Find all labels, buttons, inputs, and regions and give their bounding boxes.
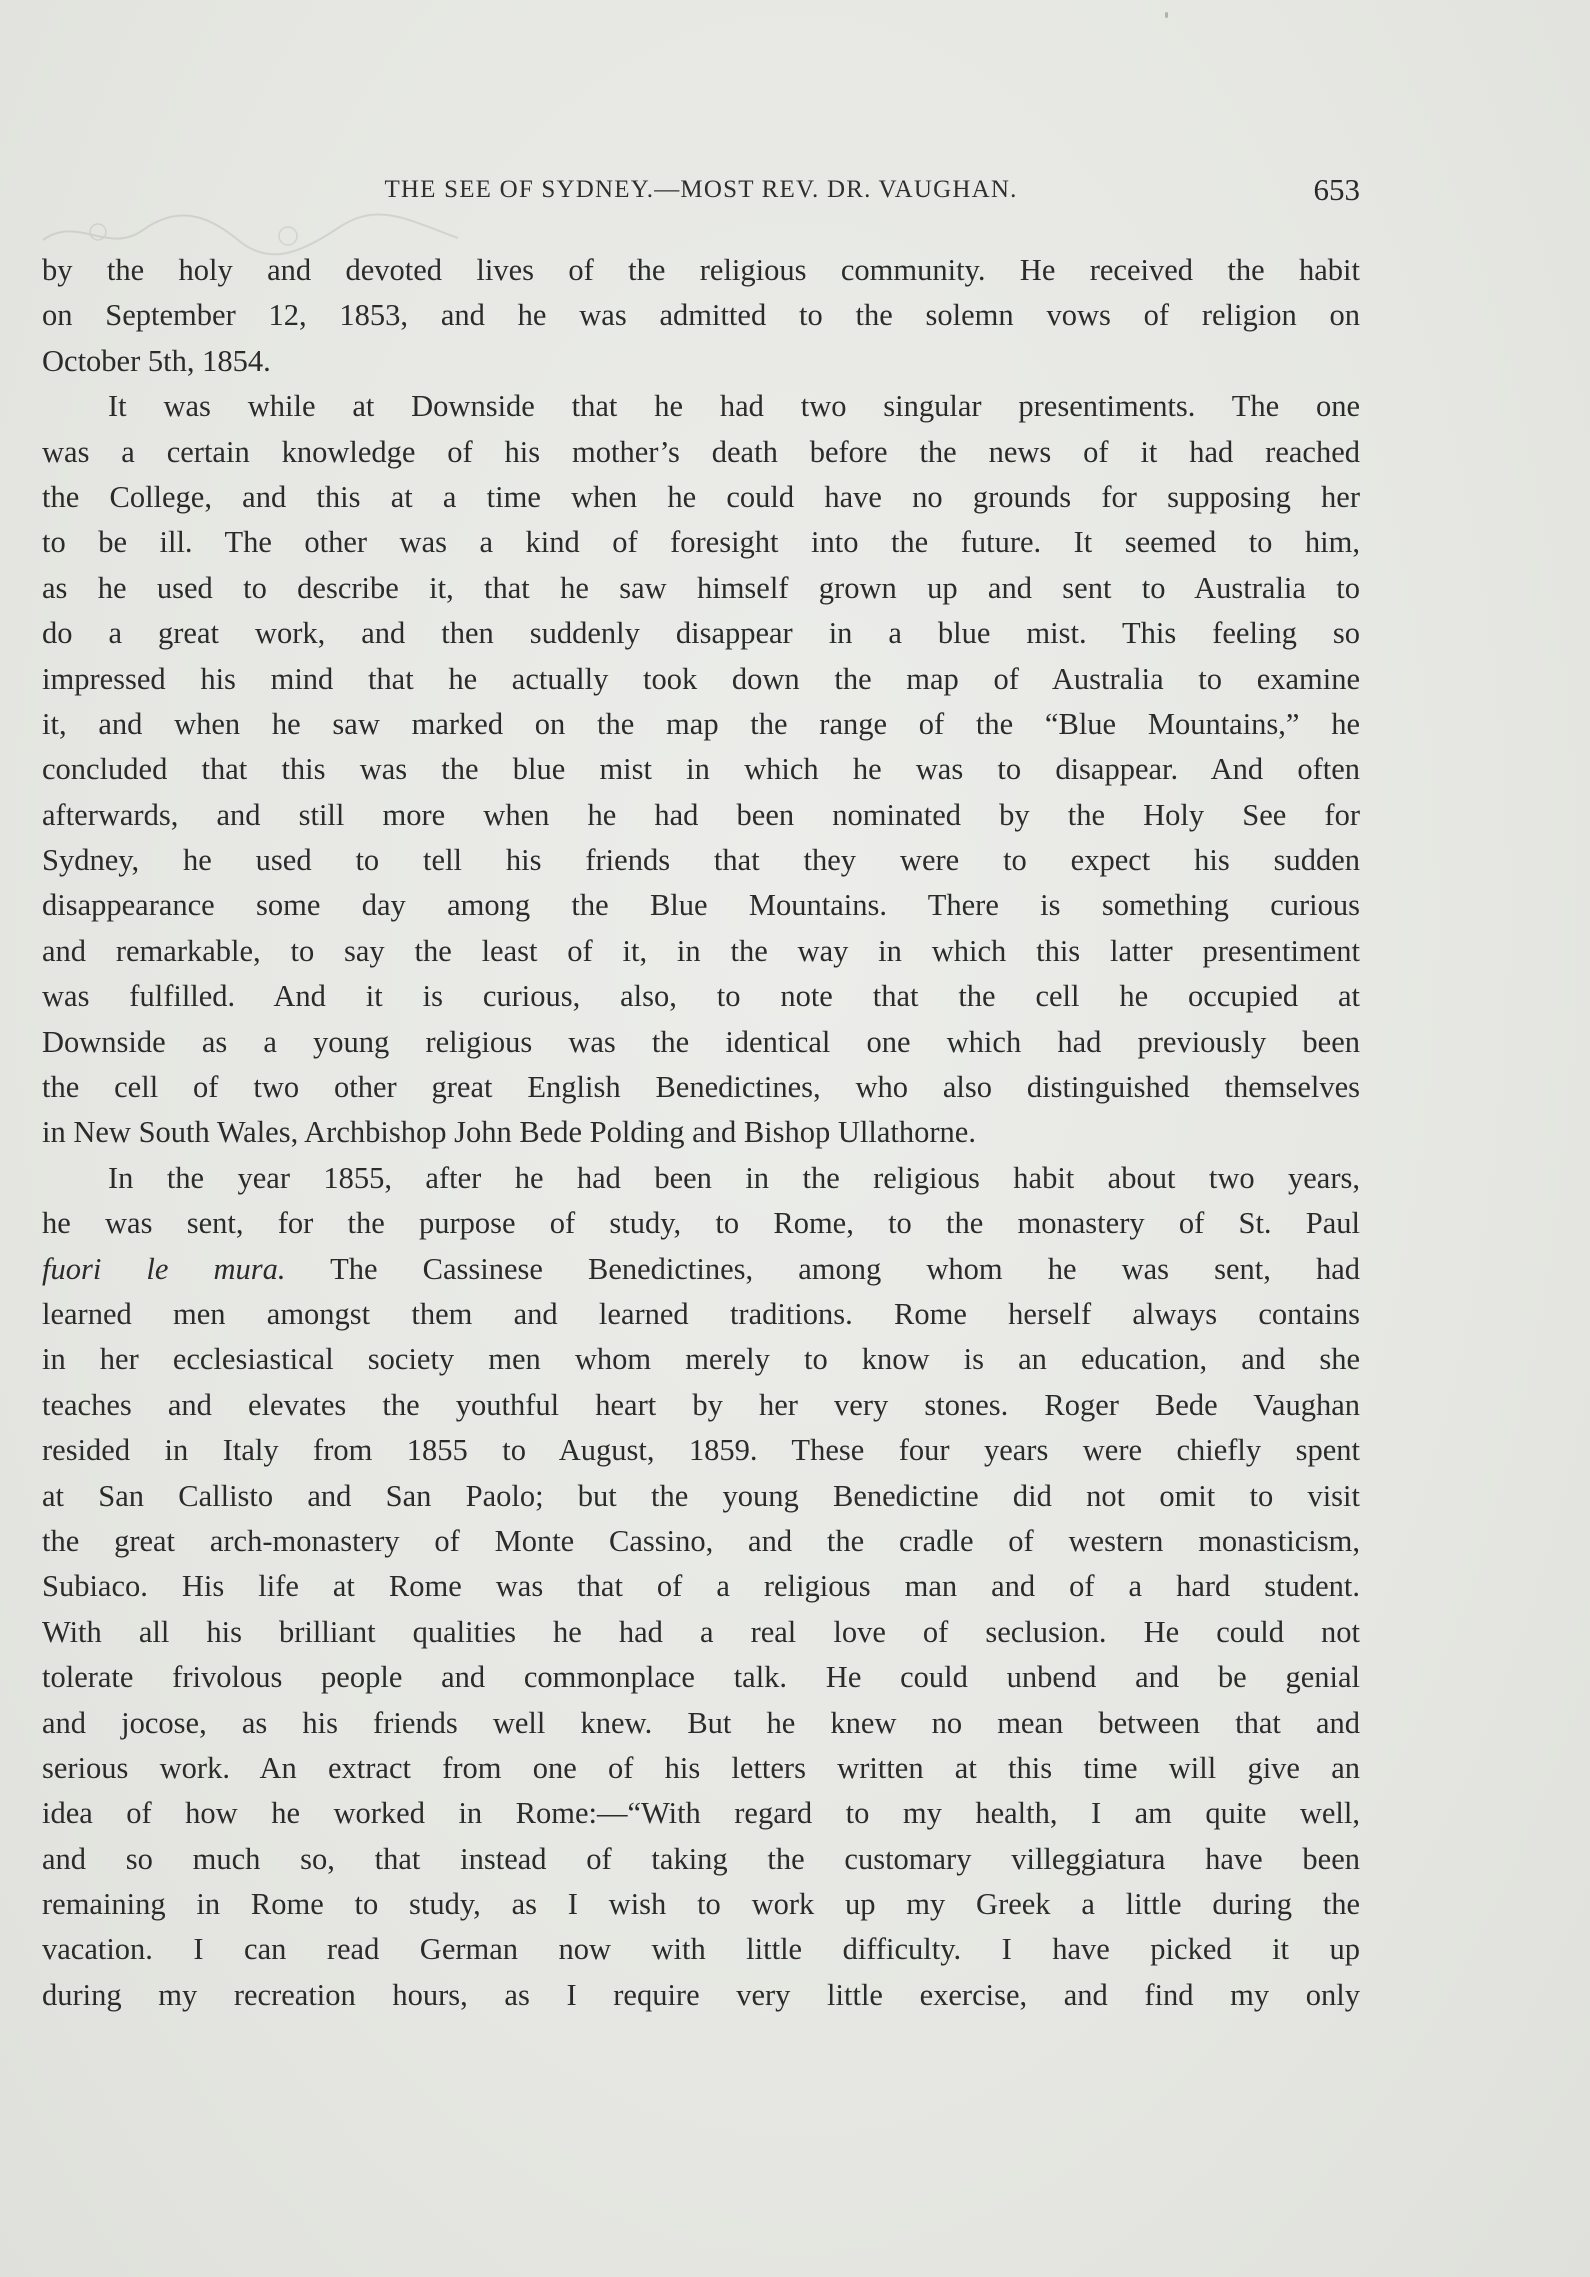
text-line: the cell of two other great English Benedictines, who also distinguished themselves bbox=[42, 1070, 1360, 1105]
text-line: and remarkable, to say the least of it, in the way in which this latter presentiment bbox=[42, 933, 1360, 968]
text-line: at San Callisto and San Paolo; but the young Benedictine did not omit to visit bbox=[42, 1478, 1360, 1513]
text-line: It was while at Downside that he had two singular presentiments. The one bbox=[108, 389, 1360, 424]
text-line: on September 12, 1853, and he was admitted to the solemn vows of religion on bbox=[42, 298, 1360, 333]
text-line: idea of how he worked in Rome:—“With regard to my health, I am quite well, bbox=[42, 1796, 1360, 1831]
text-line: disappearance some day among the Blue Mountains. There is something curious bbox=[42, 888, 1360, 923]
page-number: 653 bbox=[1313, 172, 1360, 207]
running-head: THE SEE OF SYDNEY.—MOST REV. DR. VAUGHAN. bbox=[384, 176, 1018, 203]
text-line: In the year 1855, after he had been in the religious habit about two years, bbox=[108, 1160, 1360, 1195]
text-line: during my recreation hours, as I require very little exercise, and find my only bbox=[42, 1977, 1360, 2012]
text-line: concluded that this was the blue mist in which he was to disappear. And often bbox=[42, 752, 1360, 787]
text-line: the College, and this at a time when he could have no grounds for supposing her bbox=[42, 479, 1360, 514]
text-line: he was sent, for the purpose of study, to Rome, to the monastery of St. Paul bbox=[42, 1206, 1360, 1241]
text-line: was fulfilled. And it is curious, also, to note that the cell he occupied at bbox=[42, 979, 1360, 1014]
text-line: by the holy and devoted lives of the religious community. He received the habit bbox=[42, 253, 1360, 287]
text-line: learned men amongst them and learned traditions. Rome herself always contains bbox=[42, 1296, 1360, 1331]
text-line: vacation. I can read German now with little difficulty. I have picked it up bbox=[42, 1932, 1360, 1967]
text-line: resided in Italy from 1855 to August, 1859. These four years were chiefly spent bbox=[42, 1433, 1360, 1468]
text-line: teaches and elevates the youthful heart by her very stones. Roger Bede Vaughan bbox=[42, 1387, 1360, 1422]
text-line: impressed his mind that he actually took down the map of Australia to examine bbox=[42, 661, 1360, 696]
text-line: Downside as a young religious was the identical one which had previously been bbox=[42, 1024, 1360, 1059]
text-line: to be ill. The other was a kind of foresight into the future. It seemed to him, bbox=[42, 525, 1360, 560]
text-line: With all his brilliant qualities he had a real love of seclusion. He could not bbox=[42, 1614, 1360, 1649]
text-line bbox=[42, 1247, 1360, 1292]
text-line: Subiaco. His life at Rome was that of a religious man and of a hard student. bbox=[42, 1569, 1360, 1604]
text-line: tolerate frivolous people and commonplace talk. He could unbend and be genial bbox=[42, 1660, 1360, 1695]
text-line: as he used to describe it, that he saw himself grown up and sent to Australia to bbox=[42, 570, 1360, 605]
text-line: in her ecclesiastical society men whom merely to know is an education, and she bbox=[42, 1342, 1360, 1377]
text-line: remaining in Rome to study, as I wish to work up my Greek a little during the bbox=[42, 1887, 1360, 1922]
text-line: the great arch-monastery of Monte Cassino, and the cradle of western monasticism, bbox=[42, 1523, 1360, 1558]
text-line: Sydney, he used to tell his friends that they were to expect his sudden bbox=[42, 843, 1360, 878]
text-line: October 5th, 1854. bbox=[42, 343, 271, 378]
text-line: in New South Wales, Archbishop John Bede Polding and Bishop Ullathorne. bbox=[42, 1115, 976, 1150]
text-line: and jocose, as his friends well knew. But he knew no mean between that and bbox=[42, 1705, 1360, 1740]
page-header bbox=[42, 172, 1360, 212]
text-line: was a certain knowledge of his mother’s death before the news of it had reached bbox=[42, 434, 1360, 469]
text-line: it, and when he saw marked on the map the range of the “Blue Mountains,” he bbox=[42, 706, 1360, 741]
text-line: and so much so, that instead of taking the customary villeggiatura have been bbox=[42, 1841, 1360, 1876]
italic-phrase: fuori le mura. bbox=[42, 1251, 286, 1286]
text-line: do a great work, and then suddenly disappear in a blue mist. This feeling so bbox=[42, 616, 1360, 651]
line-rest: The Cassinese Benedictines, among whom he was sent, had bbox=[285, 1251, 1360, 1286]
body-text bbox=[42, 248, 1360, 2018]
page-speck bbox=[1165, 12, 1168, 18]
text-line: serious work. An extract from one of his letters written at this time will give an bbox=[42, 1750, 1360, 1785]
text-line: afterwards, and still more when he had been nominated by the Holy See for bbox=[42, 797, 1360, 832]
